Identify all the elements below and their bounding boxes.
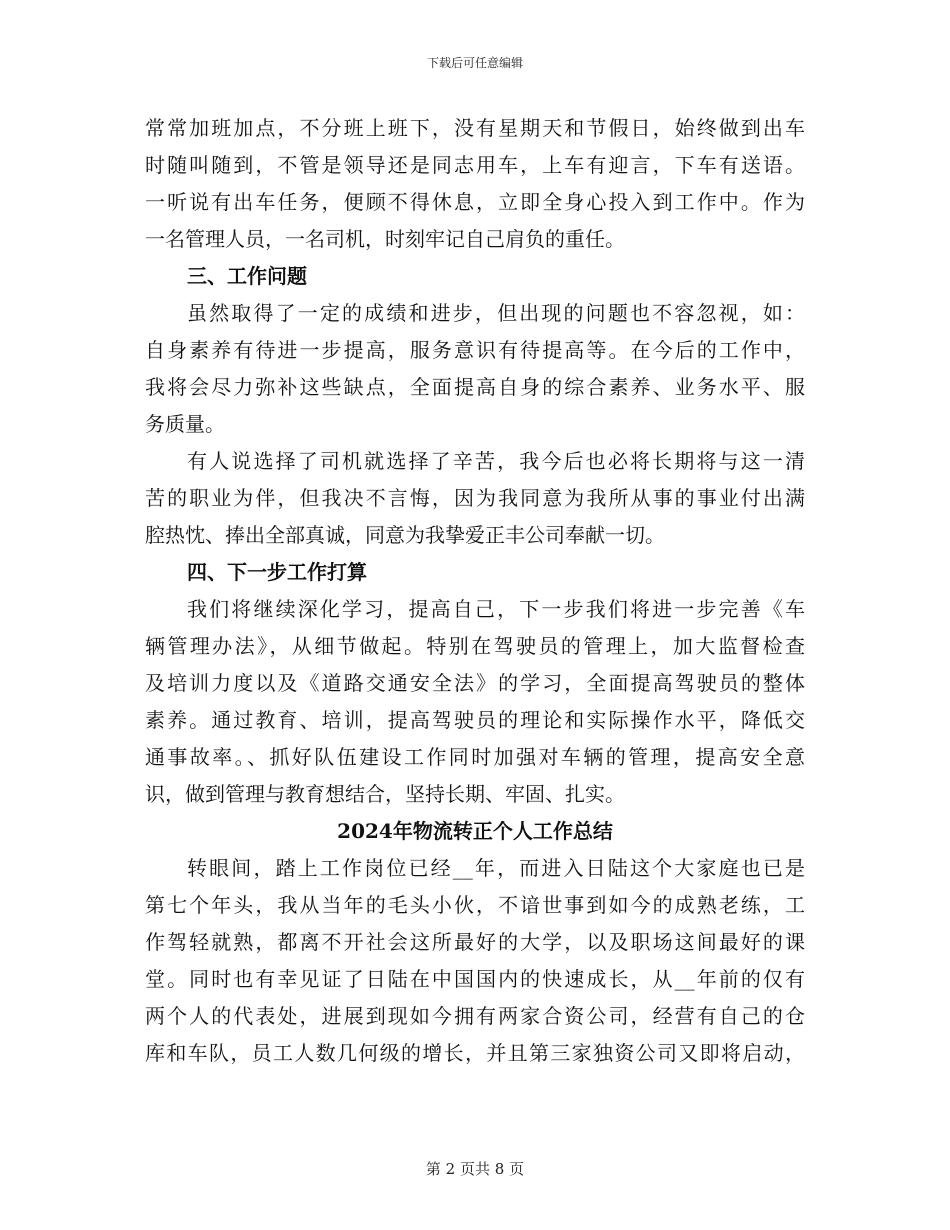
body-line: 苦的职业为伴，但我决不言悔，因为我同意为我所从事的事业付出满 [145,486,805,510]
document-title: 2024年物流转正个人工作总结 [337,819,613,843]
body-line: 识，做到管理与教育想结合，坚持长期、牢固、扎实。 [145,782,625,806]
body-line: 自身素养有待进一步提高，服务意识有待提高等。在今后的工作中， [145,338,805,362]
document-body [145,110,805,1072]
body-line: 辆管理办法》，从细节做起。特别在驾驶员的管理上，加大监督检查 [145,634,805,658]
page-footer: 第 2 页共 8 页 [425,1160,525,1178]
body-line: 我将会尽力弥补这些缺点，全面提高自身的综合素养、业务水平、服 [145,375,805,399]
body-line: 有人说选择了司机就选择了辛苦，我今后也必将长期将与这一清 [187,449,805,473]
body-line: 两个人的代表处，进展到现如今拥有两家合资公司，经营有自己的仓 [145,1004,805,1028]
body-line: 堂。同时也有幸见证了日陆在中国国内的快速成长，从__年前的仅有 [145,967,805,991]
body-line: 我们将继续深化学习，提高自己，下一步我们将进一步完善《车 [187,597,805,621]
body-line: 转眼间，踏上工作岗位已经__年，而进入日陆这个大家庭也已是 [187,856,805,880]
body-line: 及培训力度以及《道路交通安全法》的学习，全面提高驾驶员的整体 [145,671,805,695]
body-line: 虽然取得了一定的成绩和进步，但出现的问题也不容忽视，如： [187,301,805,325]
page-header: 下载后可任意编辑 [426,56,523,70]
section-heading-next-steps: 四、下一步工作打算 [187,560,367,584]
body-line: 时随叫随到，不管是领导还是同志用车，上车有迎言，下车有送语。 [145,153,805,177]
body-line: 作驾轻就熟，都离不开社会这所最好的大学，以及职场这间最好的课 [145,930,805,954]
body-line: 腔热忱、捧出全部真诚，同意为我挚爱正丰公司奉献一切。 [145,523,665,547]
body-line: 素养。通过教育、培训，提高驾驶员的理论和实际操作水平，降低交 [145,708,805,732]
body-line: 一听说有出车任务，便顾不得休息，立即全身心投入到工作中。作为 [145,190,805,214]
body-line: 第七个年头，我从当年的毛头小伙，不谙世事到如今的成熟老练，工 [145,893,805,917]
body-line: 通事故率。、抓好队伍建设工作同时加强对车辆的管理，提高安全意 [145,745,805,769]
body-line: 务质量。 [145,412,225,436]
body-line: 库和车队，员工人数几何级的增长，并且第三家独资公司又即将启动， [145,1041,805,1065]
body-line: 常常加班加点，不分班上班下，没有星期天和节假日，始终做到出车 [145,116,805,140]
body-line: 一名管理人员，一名司机，时刻牢记自己肩负的重任。 [145,227,625,251]
section-heading-problems: 三、工作问题 [187,264,307,288]
